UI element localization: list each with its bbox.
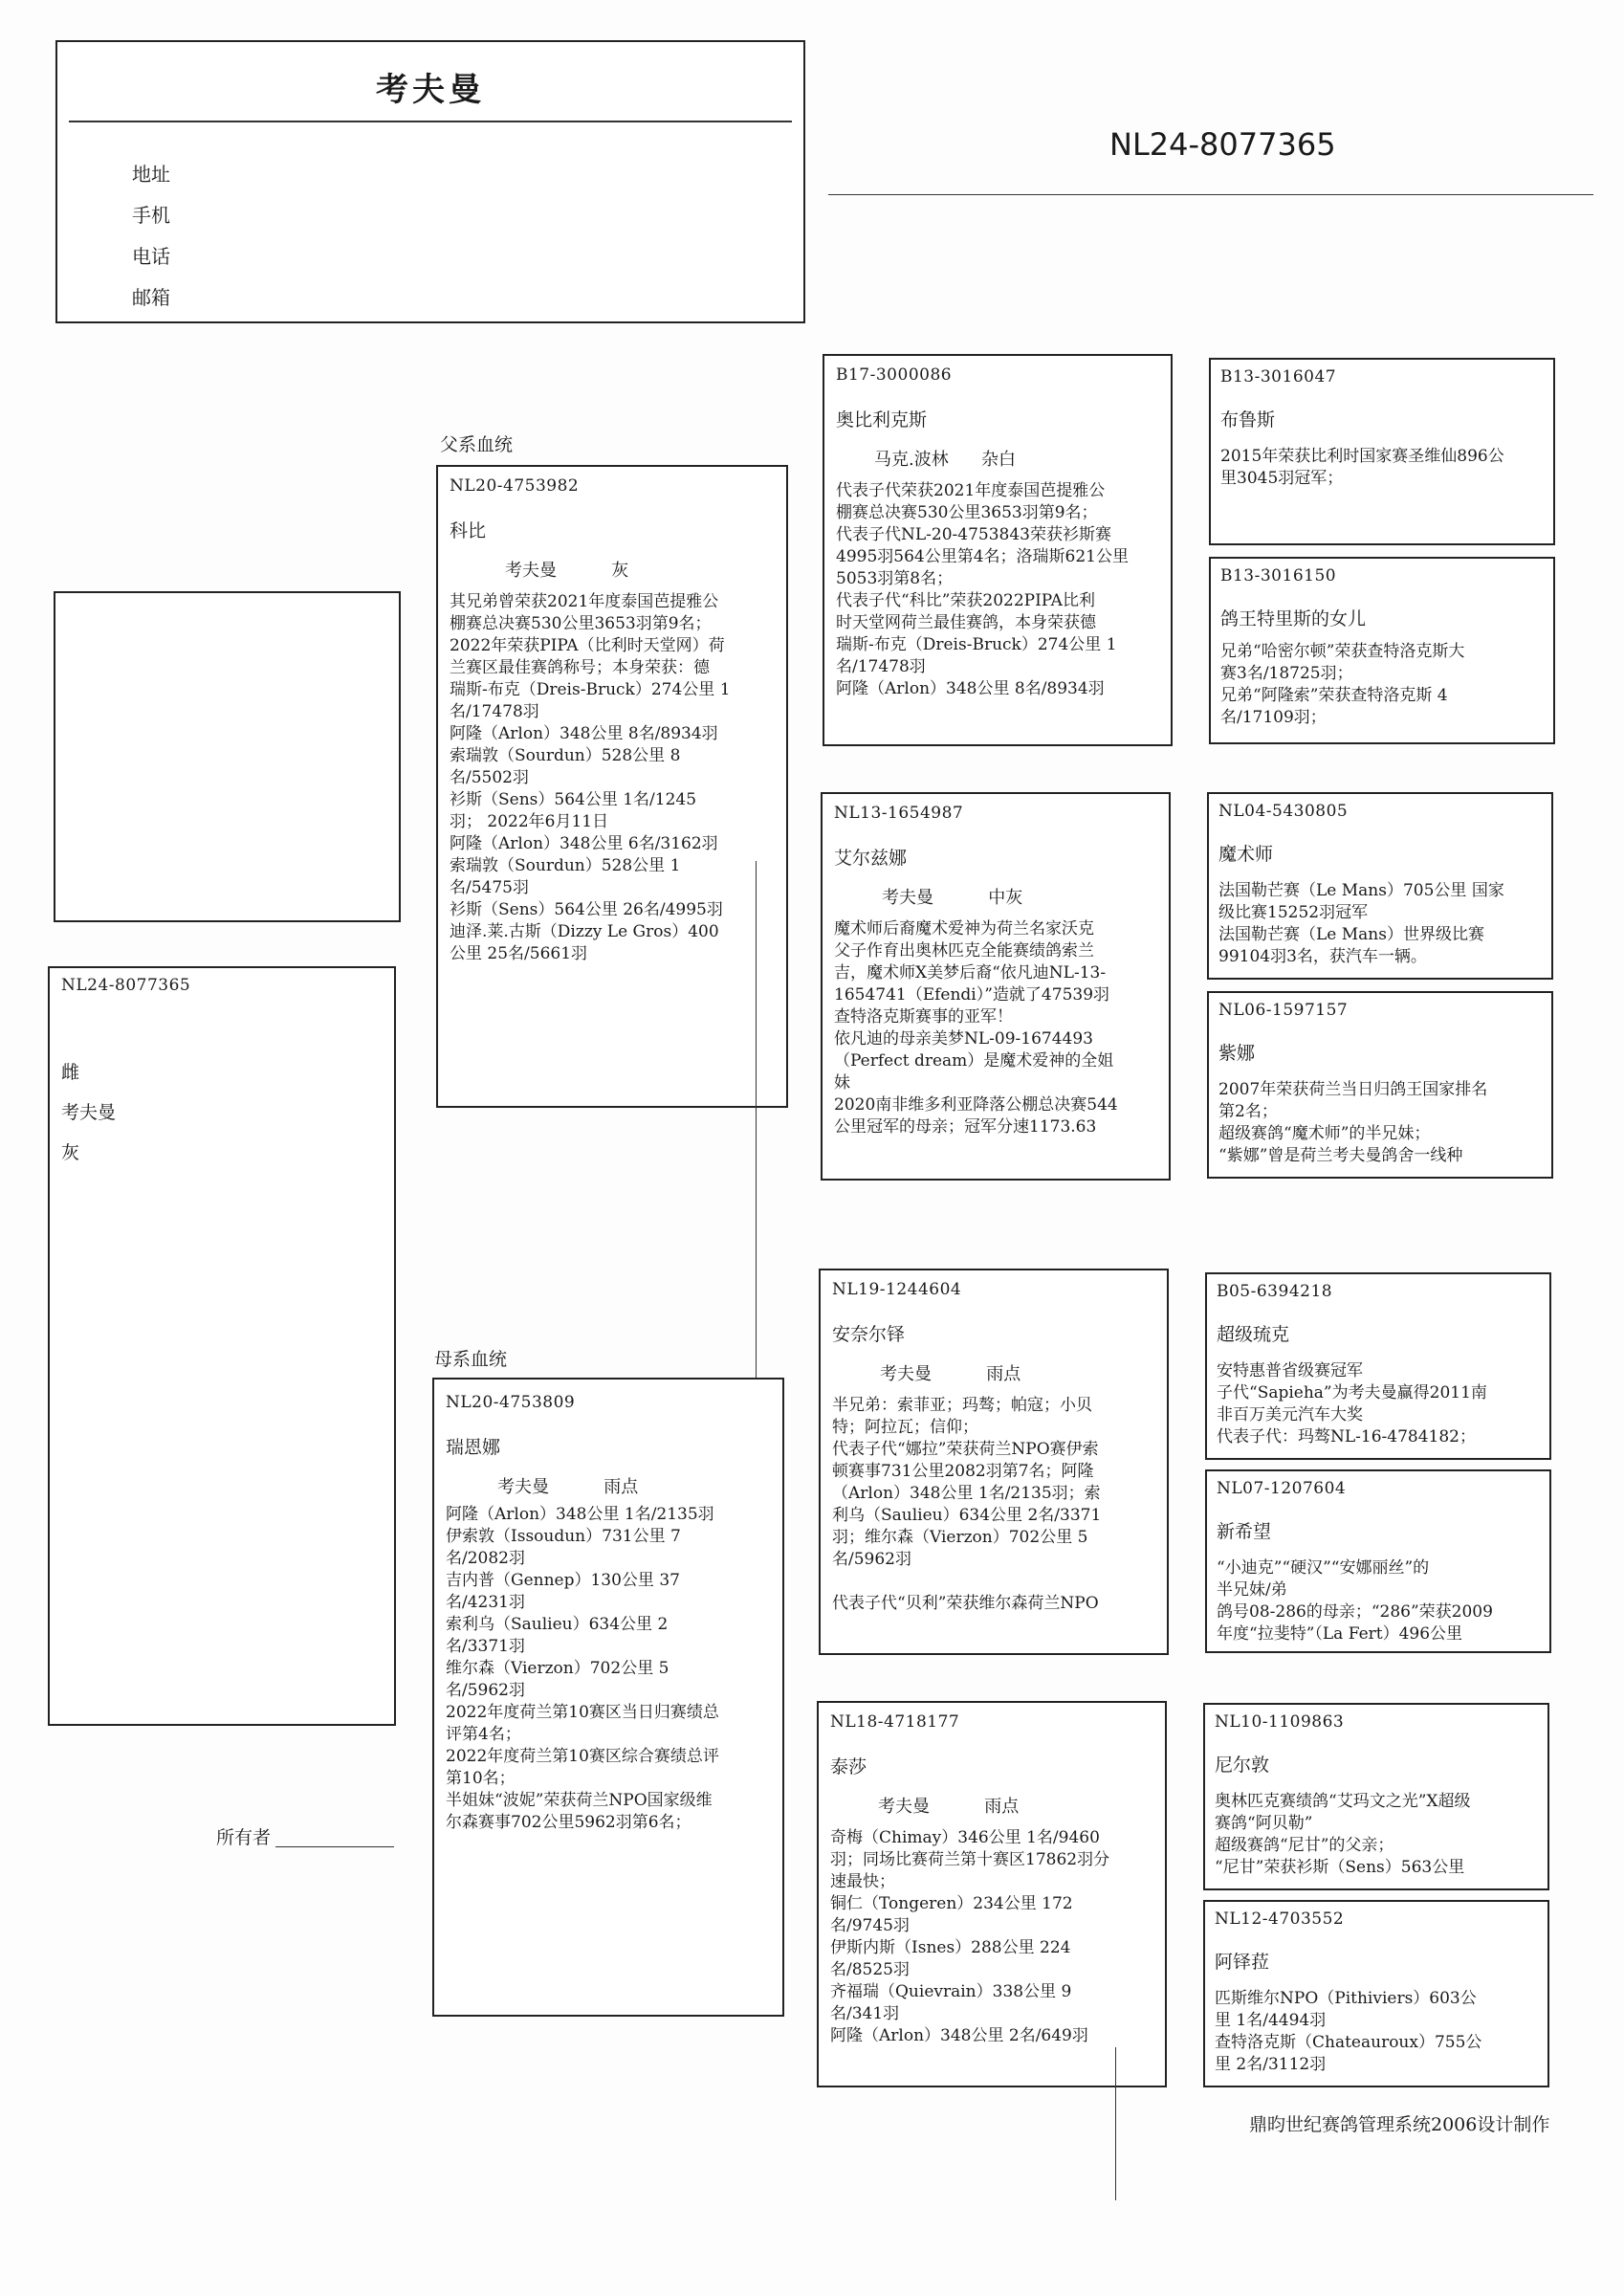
- gen3-info: 安特惠普省级赛冠军 子代“Sapieha”为考夫曼赢得2011南 非百万美元汽车大奖 代表子代：玛骜NL-16-4784182；: [1217, 1361, 1487, 1446]
- phone-label: 电话: [132, 245, 170, 268]
- gen3-name: 超级琉克: [1217, 1324, 1290, 1345]
- dam-box: [432, 1378, 784, 2017]
- gen3-box-1: [1209, 358, 1555, 545]
- gen3-name: 尼尔敦: [1215, 1755, 1270, 1776]
- dam-ring: NL20-4753809: [446, 1393, 576, 1412]
- owner-signature-line: [275, 1846, 394, 1847]
- owner-label: 所有者: [216, 1827, 272, 1848]
- subject-box: [48, 966, 396, 1726]
- gen3-box-5: [1205, 1272, 1551, 1460]
- gen2-breeder-color: 马克.波林 杂白: [874, 450, 1017, 470]
- gen3-ring: B05-6394218: [1217, 1282, 1333, 1301]
- gen2-ring: NL19-1244604: [832, 1280, 962, 1299]
- sire-box: [436, 465, 788, 1108]
- connector-line: [1115, 2047, 1116, 2200]
- gen3-box-3: [1207, 792, 1553, 980]
- gen2-info: 奇梅（Chimay）346公里 1名/9460 羽；同场比赛荷兰第十赛区17862羽分 速最快； 铜仁（Tongeren）234公里 172 名/9745羽 伊斯内斯（Isnes）288公里 224 名/8525羽 齐福瑞（Quievrain）338公里 9 名/341羽 阿隆（Arlon）348公里 2名/649羽: [830, 1828, 1110, 2045]
- gen3-ring: NL12-4703552: [1215, 1910, 1345, 1929]
- gen2-info: 魔术师后裔魔术爱神为荷兰名家沃克 父子作育出奥林匹克全能赛绩鸽索兰 吉，魔术师X美梦后裔“依凡迪NL-13- 1654741（Efendi）”造就了47539羽 查特洛克斯赛事的亚军！ 依凡迪的母亲美梦NL-09-1674493 （Perfect dream）是魔术爱神的全姐 妹 2020南非维多利亚降落公棚总决赛544 公里冠军的母亲；冠军分速1173.63: [834, 919, 1118, 1137]
- footer-credit: 鼎昀世纪赛鸽管理系统2006设计制作: [1249, 2114, 1550, 2135]
- gen2-breeder-color: 考夫曼 雨点: [880, 1364, 1021, 1384]
- sire-breeder-color: 考夫曼 灰: [505, 561, 629, 581]
- gen3-info: “小迪克”“硬汉”“安娜丽丝”的 半兄妹/弟 鸽号08-286的母亲；“286”荣获2009 年度“拉斐特”（La Fert）496公里: [1217, 1558, 1493, 1644]
- gen2-name: 泰莎: [830, 1756, 867, 1777]
- address-label: 地址: [132, 163, 170, 186]
- gen3-box-8: [1203, 1900, 1549, 2087]
- granddam-maternal-box: [817, 1701, 1167, 2087]
- gen3-name: 紫娜: [1218, 1043, 1256, 1064]
- gen3-box-7: [1203, 1703, 1549, 1890]
- gen3-box-6: [1205, 1469, 1551, 1653]
- gen3-ring: NL10-1109863: [1215, 1712, 1345, 1732]
- gen3-info: 奥林匹克赛绩鸽“艾玛文之光”X超级 赛鸽“阿贝勒” 超级赛鸽“尼甘”的父亲； “尼甘”荣获衫斯（Sens）563公里: [1215, 1792, 1471, 1877]
- gen3-ring: NL06-1597157: [1218, 1001, 1349, 1020]
- gen3-box-4: [1207, 991, 1553, 1179]
- grandsire-paternal-box: [823, 354, 1173, 746]
- gen3-name: 布鲁斯: [1220, 409, 1276, 430]
- granddam-paternal-box: [821, 792, 1171, 1181]
- gen3-info: 2015年荣获比利时国家赛圣维仙896公 里3045羽冠军；: [1220, 447, 1504, 488]
- gen2-ring: B17-3000086: [836, 365, 953, 385]
- gen2-breeder-color: 考夫曼 中灰: [882, 888, 1023, 908]
- gen3-info: 匹斯维尔NPO（Pithiviers）603公 里 1名/4494羽 查特洛克斯（Chateauroux）755公 里 2名/3112羽: [1215, 1989, 1482, 2074]
- subject-sex: 雌: [61, 1062, 80, 1083]
- gen2-breeder-color: 考夫曼 雨点: [878, 1797, 1020, 1817]
- photo-box: [54, 591, 401, 922]
- gen2-info: 代表子代荣获2021年度泰国芭提雅公 棚赛总决赛530公里3653羽第9名； 代表子代NL-20-4753843荣获衫斯赛 4995羽564公里第4名；洛瑞斯621公里 5053羽第8名； 代表子代“科比”荣获2022PIPA比利 时天堂网荷兰最佳赛鸽，本身荣获德 瑞斯-布克（Dreis-Bruck）274公里 1 名/17478羽 阿隆（Arlon）348公里 8名/8934羽: [836, 481, 1129, 698]
- sire-section-label: 父系血统: [440, 434, 514, 455]
- header-divider: [69, 121, 792, 122]
- gen3-name: 鸽王特里斯的女儿: [1220, 608, 1367, 629]
- gen2-ring: NL18-4718177: [830, 1712, 960, 1732]
- gen3-info: 法国勒芒赛（Le Mans）705公里 国家 级比赛15252羽冠军 法国勒芒赛（Le Mans）世界级比赛 99104羽3名，获汽车一辆。: [1218, 881, 1504, 966]
- gen3-ring: B13-3016047: [1220, 367, 1337, 386]
- gen3-info: 兄弟“哈密尔顿”荣获查特洛克斯大 赛3名/18725羽； 兄弟“阿隆索”荣获查特洛克斯 4 名/17109羽；: [1220, 642, 1465, 727]
- gen3-info: 2007年荣获荷兰当日归鸽王国家排名 第2名； 超级赛鸽“魔术师”的半兄妹； “紫娜”曾是荷兰考夫曼鸽舍一线种: [1218, 1080, 1488, 1165]
- sire-name: 科比: [450, 520, 487, 541]
- mobile-label: 手机: [132, 204, 170, 227]
- dam-section-label: 母系血统: [434, 1349, 508, 1370]
- gen2-name: 安奈尔铎: [832, 1324, 906, 1345]
- gen2-info: 半兄弟：索菲亚；玛骜；帕寇；小贝 特；阿拉瓦；信仰； 代表子代“娜拉”荣获荷兰NPO赛伊索 顿赛事731公里2082羽第7名；阿隆 （Arlon）348公里 1名/2135羽；索 利乌（Saulieu）634公里 2名/3371 羽；维尔森（Vierzon）702公里 5 名/5962羽 代表子代“贝利”荣获维尔森荷兰NPO: [832, 1396, 1102, 1613]
- subject-color: 灰: [61, 1142, 80, 1163]
- dam-name: 瑞恩娜: [446, 1437, 501, 1458]
- subject-ring: NL24-8077365: [61, 976, 191, 995]
- dam-breeder-color: 考夫曼 雨点: [497, 1477, 639, 1497]
- gen3-ring: NL07-1207604: [1217, 1479, 1347, 1498]
- gen3-name: 新希望: [1217, 1521, 1272, 1542]
- title-rule: [828, 194, 1593, 195]
- owner-name: 考夫曼: [376, 71, 485, 109]
- gen3-ring: B13-3016150: [1220, 566, 1337, 585]
- dam-info: 阿隆（Arlon）348公里 1名/2135羽 伊索敦（Issoudun）731公里 7 名/2082羽 吉内普（Gennep）130公里 37 名/4231羽 索利乌（Saulieu）634公里 2 名/3371羽 维尔森（Vierzon）702公里 5 名/5962羽 2022年度荷兰第10赛区当日归赛绩总 评第4名； 2022年度荷兰第10赛区综合赛绩总评 第10名； 半姐妹“波妮”荣获荷兰NPO国家级维 尔森赛事702公里5962羽第6名；: [446, 1505, 719, 1832]
- sire-ring: NL20-4753982: [450, 476, 580, 496]
- gen3-name: 魔术师: [1218, 844, 1274, 865]
- gen2-ring: NL13-1654987: [834, 804, 964, 823]
- connector-line: [756, 861, 757, 1378]
- subject-breeder: 考夫曼: [61, 1102, 117, 1123]
- gen3-box-2: [1209, 557, 1555, 744]
- gen3-ring: NL04-5430805: [1218, 802, 1349, 821]
- owner-header-box: [55, 40, 805, 323]
- gen3-name: 阿铎菈: [1215, 1952, 1270, 1973]
- ring-number-title: NL24-8077365: [1109, 126, 1336, 163]
- grandsire-maternal-box: [819, 1269, 1169, 1655]
- email-label: 邮箱: [132, 286, 170, 309]
- gen2-name: 奥比利克斯: [836, 409, 928, 430]
- gen2-name: 艾尔兹娜: [834, 848, 908, 869]
- sire-info: 其兄弟曾荣获2021年度泰国芭提雅公 棚赛总决赛530公里3653羽第9名； 2022年荣获PIPA（比利时天堂网）荷 兰赛区最佳赛鸽称号；本身荣获：德 瑞斯-布克（Dreis-Bruck）274公里 1 名/17478羽 阿隆（Arlon）348公里 8名/8934羽 索瑞敦（Sourdun）528公里 8 名/5502羽 衫斯（Sens）564公里 1名/1245 羽； 2022年6月11日 阿隆（Arlon）348公里 6名/3162羽 索瑞敦（Sourdun）528公里 1 名/5475羽 衫斯（Sens）564公里 26名/4995羽 迪泽.莱.古斯（Dizzy Le Gros）400 公里 25名/5661羽: [450, 592, 731, 963]
